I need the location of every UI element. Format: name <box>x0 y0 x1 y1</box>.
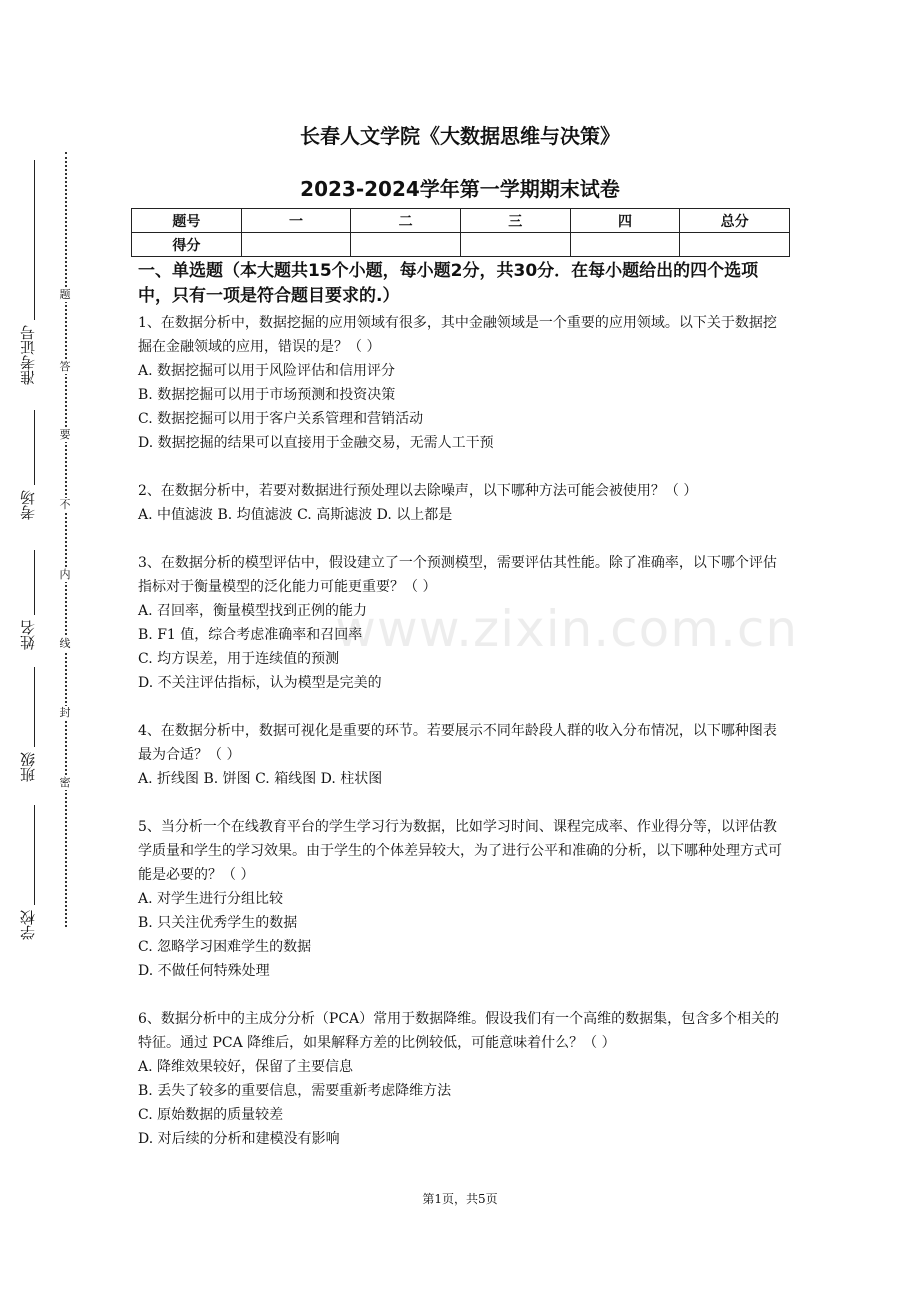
seal-char: 题 <box>59 288 71 301</box>
score-cell[interactable] <box>351 233 461 257</box>
section-single-choice <box>138 259 788 1175</box>
seal-char: 内 <box>59 568 71 581</box>
seal-char: 要 <box>59 428 71 441</box>
question-stem: 2、在数据分析中，若要对数据进行预处理以去除噪声，以下哪种方法可能会被使用？（ ） <box>138 483 698 499</box>
score-cell[interactable] <box>241 233 351 257</box>
question-stem: 1、在数据分析中，数据挖掘的应用领域有很多，其中金融领域是一个重要的应用领域。以下关于数据挖掘在金融领域的应用，错误的是？（ ） <box>138 315 777 355</box>
score-table <box>131 208 790 257</box>
class-field <box>14 752 40 782</box>
section-title: 一、单选题（本大题共15个小题，每小题2分，共30分．在每小题给出的四个选项中，只有一项是符合题目要求的.） <box>138 261 759 306</box>
question-option[interactable]: B. 只关注优秀学生的数据 <box>138 915 298 931</box>
question-option[interactable]: B. 丢失了较多的重要信息，需要重新考虑降维方法 <box>138 1083 452 1099</box>
score-row-label: 得分 <box>132 233 242 257</box>
exam-subtitle: 2023-2024学年第一学期期末试卷 <box>300 177 620 201</box>
seal-char: 密 <box>59 776 71 789</box>
exam-room-label: 考场 <box>18 490 37 520</box>
score-header-cell: 四 <box>570 209 680 233</box>
question-option[interactable]: B. F1 值，综合考虑准确率和召回率 <box>138 627 363 643</box>
question-option[interactable]: C. 数据挖掘可以用于客户关系管理和营销活动 <box>138 411 424 427</box>
score-cell[interactable] <box>460 233 570 257</box>
score-header-cell: 题号 <box>132 209 242 233</box>
question-option[interactable]: B. 数据挖掘可以用于市场预测和投资决策 <box>138 387 396 403</box>
page-footer: 第1页，共5页 <box>422 1192 498 1206</box>
school-label: 学校 <box>18 910 37 940</box>
score-cell[interactable] <box>680 233 790 257</box>
admission-number-field <box>14 325 40 385</box>
seal-dotted-line <box>65 152 67 927</box>
exam-title: 长春人文学院《大数据思维与决策》 <box>300 124 620 148</box>
question <box>138 1007 788 1151</box>
question <box>138 815 788 983</box>
seal-char: 线 <box>59 637 71 650</box>
seal-char: 答 <box>59 360 71 373</box>
score-header-cell: 三 <box>460 209 570 233</box>
question-option[interactable]: D. 数据挖掘的结果可以直接用于金融交易，无需人工干预 <box>138 435 494 451</box>
class-label: 班级 <box>18 752 37 782</box>
score-header-cell: 一 <box>241 209 351 233</box>
score-header-cell: 二 <box>351 209 461 233</box>
score-table-score-row <box>132 233 790 257</box>
name-line[interactable] <box>34 550 35 615</box>
admission-number-label: 准考证号 <box>18 325 37 385</box>
question <box>138 311 788 455</box>
question-option[interactable]: C. 忽略学习困难学生的数据 <box>138 939 312 955</box>
question-stem: 5、当分析一个在线教育平台的学生学习行为数据，比如学习时间、课程完成率、作业得分等，以评估教学质量和学生的学习效果。由于学生的个体差异较大，为了进行公平和准确的分析，以下哪种处理方式可能是必要的？（ ） <box>138 819 782 883</box>
seal-char: 不 <box>59 498 71 511</box>
name-field <box>14 620 40 650</box>
question-option[interactable]: D. 不做任何特殊处理 <box>138 963 270 979</box>
name-label: 姓名 <box>18 620 37 650</box>
exam-room-line[interactable] <box>34 410 35 485</box>
question-option[interactable]: A. 折线图 B. 饼图 C. 箱线图 D. 柱状图 <box>138 771 383 787</box>
question-option[interactable]: C. 原始数据的质量较差 <box>138 1107 284 1123</box>
watermark: www.zixin.com.cn <box>335 600 799 658</box>
score-header-cell: 总分 <box>680 209 790 233</box>
question-option[interactable]: A. 对学生进行分组比较 <box>138 891 284 907</box>
question-option[interactable]: C. 均方误差，用于连续值的预测 <box>138 651 340 667</box>
question-option[interactable]: A. 召回率，衡量模型找到正例的能力 <box>138 603 368 619</box>
question-stem: 4、在数据分析中，数据可视化是重要的环节。若要展示不同年龄段人群的收入分布情况，以下哪种图表最为合适？（ ） <box>138 723 777 763</box>
question-option[interactable]: A. 数据挖掘可以用于风险评估和信用评分 <box>138 363 396 379</box>
question-stem: 3、在数据分析的模型评估中，假设建立了一个预测模型，需要评估其性能。除了准确率，以下哪个评估指标对于衡量模型的泛化能力可能更重要？（ ） <box>138 555 777 595</box>
seal-char: 封 <box>59 706 71 719</box>
score-table-header-row <box>132 209 790 233</box>
question <box>138 719 788 791</box>
school-field <box>14 910 40 940</box>
question-option[interactable]: A. 中值滤波 B. 均值滤波 C. 高斯滤波 D. 以上都是 <box>138 507 453 523</box>
school-line[interactable] <box>34 805 35 905</box>
class-line[interactable] <box>34 667 35 747</box>
score-cell[interactable] <box>570 233 680 257</box>
exam-room-field <box>14 490 40 520</box>
question <box>138 479 788 527</box>
question-option[interactable]: D. 不关注评估指标，认为模型是完美的 <box>138 675 382 691</box>
question-option[interactable]: A. 降维效果较好，保留了主要信息 <box>138 1059 354 1075</box>
question-stem: 6、数据分析中的主成分分析（PCA）常用于数据降维。假设我们有一个高维的数据集，包含多个相关的特征。通过 PCA 降维后，如果解释方差的比例较低，可能意味着什么？（ ） <box>138 1011 780 1051</box>
question <box>138 551 788 695</box>
question-option[interactable]: D. 对后续的分析和建模没有影响 <box>138 1131 340 1147</box>
